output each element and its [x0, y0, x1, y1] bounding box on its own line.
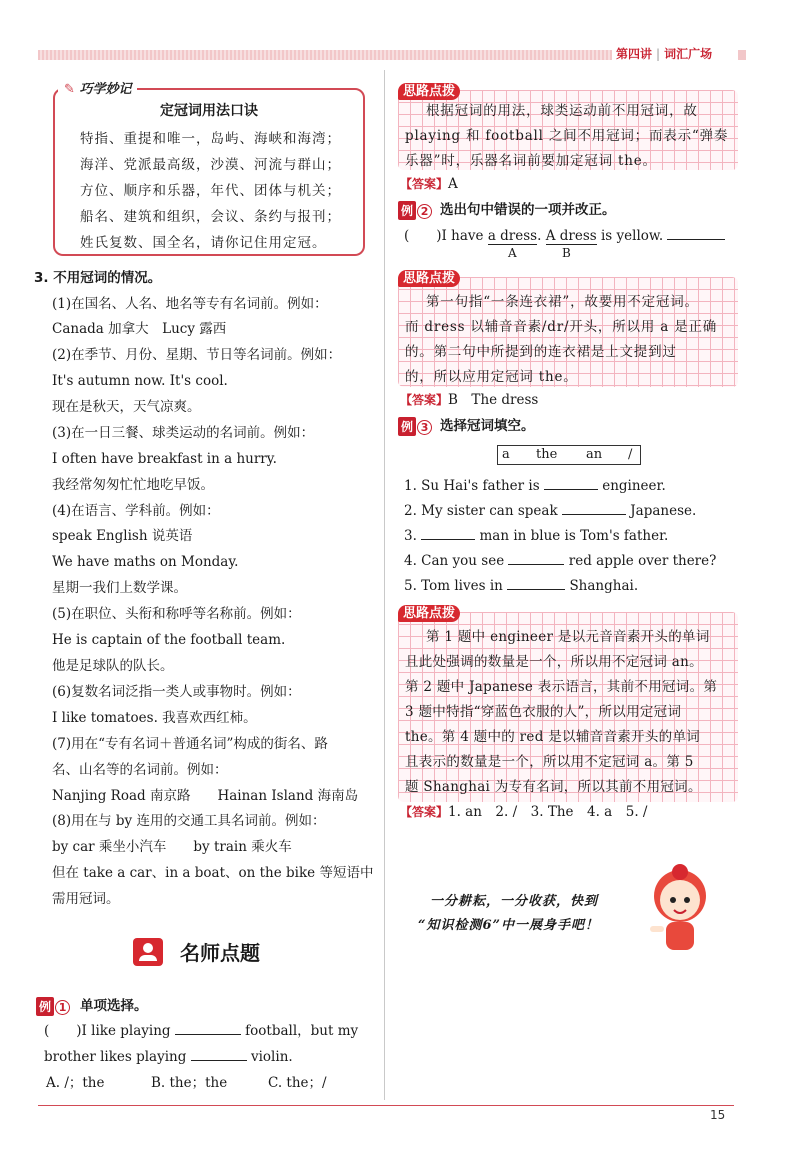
left-heading: 3. 不用冠词的情况。 [34, 270, 162, 286]
answer-blank[interactable] [544, 477, 598, 490]
left-line: 需用冠词。 [52, 891, 120, 907]
answer-blank[interactable] [562, 502, 626, 515]
example-number: 3 [417, 420, 432, 435]
q-text: red apple over there? [568, 553, 717, 569]
option-c: C. the；/ [268, 1075, 327, 1091]
choice-box [497, 445, 641, 465]
think-line: 且表示的数量是一个，所以用不定冠词 a。第 5 [405, 754, 694, 770]
answer-blank[interactable] [507, 577, 565, 590]
memo-tag: ✎ 巧学妙记 [58, 78, 137, 97]
question-1 [404, 477, 666, 495]
think-line: 且此处强调的数量是一个，所以用不定冠词 an。 [405, 654, 703, 670]
think-line: the。第 4 题中的 red 是以辅音音素开头的单词 [405, 729, 701, 745]
answer-blank[interactable] [667, 227, 725, 240]
left-line: speak English 说英语 [52, 528, 193, 544]
left-line: Nanjing Road 南京路 Hainan Island 海南岛 [52, 788, 359, 804]
answer-label: 【答案】 [400, 393, 449, 407]
think-tag-1 [398, 80, 460, 99]
think-line: 第 1 题中 engineer 是以元音音素开头的单词 [426, 629, 710, 645]
q-text: is yellow. [596, 228, 664, 244]
think-line: 的。第二句中所提到的连衣裙是上文提到过 [405, 344, 677, 360]
example-2-sentence [404, 227, 725, 245]
question-5 [404, 577, 638, 595]
underlined-option-a: a dress [487, 228, 538, 244]
answer-blank[interactable] [191, 1048, 247, 1061]
think-line: 第一句指“一条连衣裙”，故要用不定冠词。 [426, 294, 699, 310]
underlined-option-b: A dress [545, 228, 597, 244]
answer-paren: ( ) [44, 1023, 82, 1039]
think-line: 根据冠词的用法，球类运动前不用冠词，故 [426, 103, 698, 119]
question-2 [404, 502, 696, 520]
example-label: 例 [398, 201, 416, 220]
answer-2 [400, 391, 538, 409]
left-line: 现在是秋天，天气凉爽。 [52, 399, 201, 415]
think-label: 思路点拨 [398, 270, 460, 287]
q-text: 3. [404, 528, 417, 544]
example-1-title: 单项选择。 [80, 998, 148, 1014]
memo-line: 方位、顺序和乐器，年代、团体与机关； [80, 183, 341, 199]
left-line: (6)复数名词泛指一类人或事物时。例如： [52, 684, 301, 700]
example-number: 2 [417, 204, 432, 219]
left-line: Canada 加拿大 Lucy 露西 [52, 321, 227, 337]
memo-line: 特指、重提和唯一，岛屿、海峡和海湾； [80, 131, 341, 147]
header-section: 词汇广场 [664, 47, 713, 61]
left-line: 但在 take a car、in a boat、on the bike 等短语中 [52, 865, 374, 881]
choice-item: / [628, 447, 633, 462]
q-text: engineer. [602, 478, 666, 494]
header-band [38, 50, 612, 60]
example-label: 例 [398, 417, 416, 436]
answer-blank[interactable] [175, 1022, 241, 1035]
q-text: violin. [250, 1049, 293, 1065]
left-line: (5)在职位、头衔和称呼等名称前。例如： [52, 606, 301, 622]
think-line: 的，所以应用定冠词 the。 [405, 369, 578, 385]
q-text: I have [441, 228, 488, 244]
left-line: (2)在季节、月份、星期、节日等名词前。例如： [52, 347, 342, 363]
think-line: 乐器”时，乐器名词前要加定冠词 the。 [405, 153, 657, 169]
left-line: (1)在国名、人名、地名等专有名词前。例如： [52, 296, 328, 312]
answer-blank[interactable] [508, 552, 564, 565]
left-line: He is captain of the football team. [52, 632, 286, 648]
teacher-icon [133, 938, 163, 966]
answer-value: 1. an 2. / 3. The 4. a 5. / [448, 804, 648, 820]
think-line: playing 和 football 之间不用冠词；而表示“弹奏 [405, 128, 729, 144]
column-divider [384, 70, 385, 1100]
left-line: (7)用在“专有名词＋普通名词”构成的街名、路 [52, 736, 328, 752]
header-end-block [738, 50, 746, 60]
answer-blank[interactable] [421, 527, 475, 540]
q-text: football，but my [245, 1023, 359, 1039]
choice-item: the [536, 447, 558, 462]
answer-value: A [448, 176, 458, 192]
example-1-line-2 [44, 1048, 293, 1066]
example-label: 例 [36, 997, 54, 1016]
mark-b: B [562, 246, 571, 260]
memo-line: 姓氏复数、国全名，请你记住用定冠。 [80, 235, 327, 251]
think-line: 题 Shanghai 为专有名词，所以其前不用冠词。 [405, 779, 702, 795]
example-3-label [398, 416, 432, 436]
answer-1 [400, 175, 458, 193]
memo-line: 船名、建筑和组织，会议、条约与报刊； [80, 209, 341, 225]
left-line: by car 乘坐小汽车 by train 乘火车 [52, 839, 292, 855]
example-number: 1 [55, 1000, 70, 1015]
think-tag-2 [398, 267, 460, 286]
header-breadcrumb: 第四讲 | 词汇广场 [616, 47, 713, 61]
answer-3 [400, 803, 647, 821]
left-line: 我经常匆匆忙忙地吃早饭。 [52, 477, 214, 493]
option-a: A. /；the [46, 1075, 105, 1091]
left-line: We have maths on Monday. [52, 554, 239, 570]
q-text: . [537, 228, 546, 244]
tip-line-1: 一分耕耘，一分收获，快到 [430, 894, 599, 909]
q-text: 2. My sister can speak [404, 503, 558, 519]
answer-value: B The dress [448, 392, 539, 408]
memo-title: 定冠词用法口诀 [160, 103, 258, 119]
left-line: 星期一我们上数学课。 [52, 580, 187, 596]
left-line: I like tomatoes. 我喜欢西红柿。 [52, 710, 257, 726]
choice-item: an [586, 447, 603, 462]
left-line: I often have breakfast in a hurry. [52, 451, 277, 467]
option-b: B. the；the [151, 1075, 228, 1091]
choice-item: a [502, 447, 510, 462]
answer-label: 【答案】 [400, 177, 449, 191]
q-text: Japanese. [630, 503, 697, 519]
answer-label: 【答案】 [400, 805, 449, 819]
think-line: 3 题中特指“穿蓝色衣服的人”，所以用定冠词 [405, 704, 682, 720]
think-label: 思路点拨 [398, 83, 460, 100]
q-text: 1. Su Hai's father is [404, 478, 540, 494]
header-lecture: 第四讲 [616, 47, 653, 61]
question-4 [404, 552, 716, 570]
q-text: Shanghai. [569, 578, 639, 594]
q-text: I like playing [81, 1023, 171, 1039]
think-line: 第 2 题中 Japanese 表示语言，其前不用冠词。第 [405, 679, 718, 695]
q-text: 4. Can you see [404, 553, 505, 569]
section-title: 名师点题 [180, 941, 260, 965]
page-number: 15 [710, 1108, 726, 1122]
mark-a: A [508, 246, 517, 260]
answer-paren: ( ) [404, 228, 442, 244]
question-3 [404, 527, 668, 545]
q-text: 5. Tom lives in [404, 578, 503, 594]
example-1-line-1 [44, 1022, 358, 1040]
left-line: (4)在语言、学科前。例如： [52, 503, 220, 519]
example-2-label [398, 200, 432, 220]
q-text: man in blue is Tom's father. [479, 528, 669, 544]
think-tag-3 [398, 602, 460, 621]
think-label: 思路点拨 [398, 605, 460, 622]
q-text: brother likes playing [44, 1049, 187, 1065]
cartoon-girl-icon [640, 858, 720, 958]
think-line: 而 dress 以辅音音素/dr/开头，所以用 a 是正确 [405, 319, 718, 335]
example-2-title: 选出句中错误的一项并改正。 [440, 202, 616, 218]
memo-line: 海洋、党派最高级，沙漠、河流与群山； [80, 157, 341, 173]
memo-tag-text: 巧学妙记 [79, 82, 132, 97]
footer-line [38, 1105, 734, 1106]
left-line: 名、山名等的名词前。例如： [52, 762, 228, 778]
example-3-title: 选择冠词填空。 [440, 418, 535, 434]
left-line: It's autumn now. It's cool. [52, 373, 228, 389]
left-line: (8)用在与 by 连用的交通工具名词前。例如： [52, 813, 326, 829]
example-1-label [36, 996, 70, 1016]
left-line: (3)在一日三餐、球类运动的名词前。例如： [52, 425, 315, 441]
left-line: 他是足球队的队长。 [52, 658, 174, 674]
tip-line-2: “知识检测6”中一展身手吧！ [418, 918, 600, 933]
